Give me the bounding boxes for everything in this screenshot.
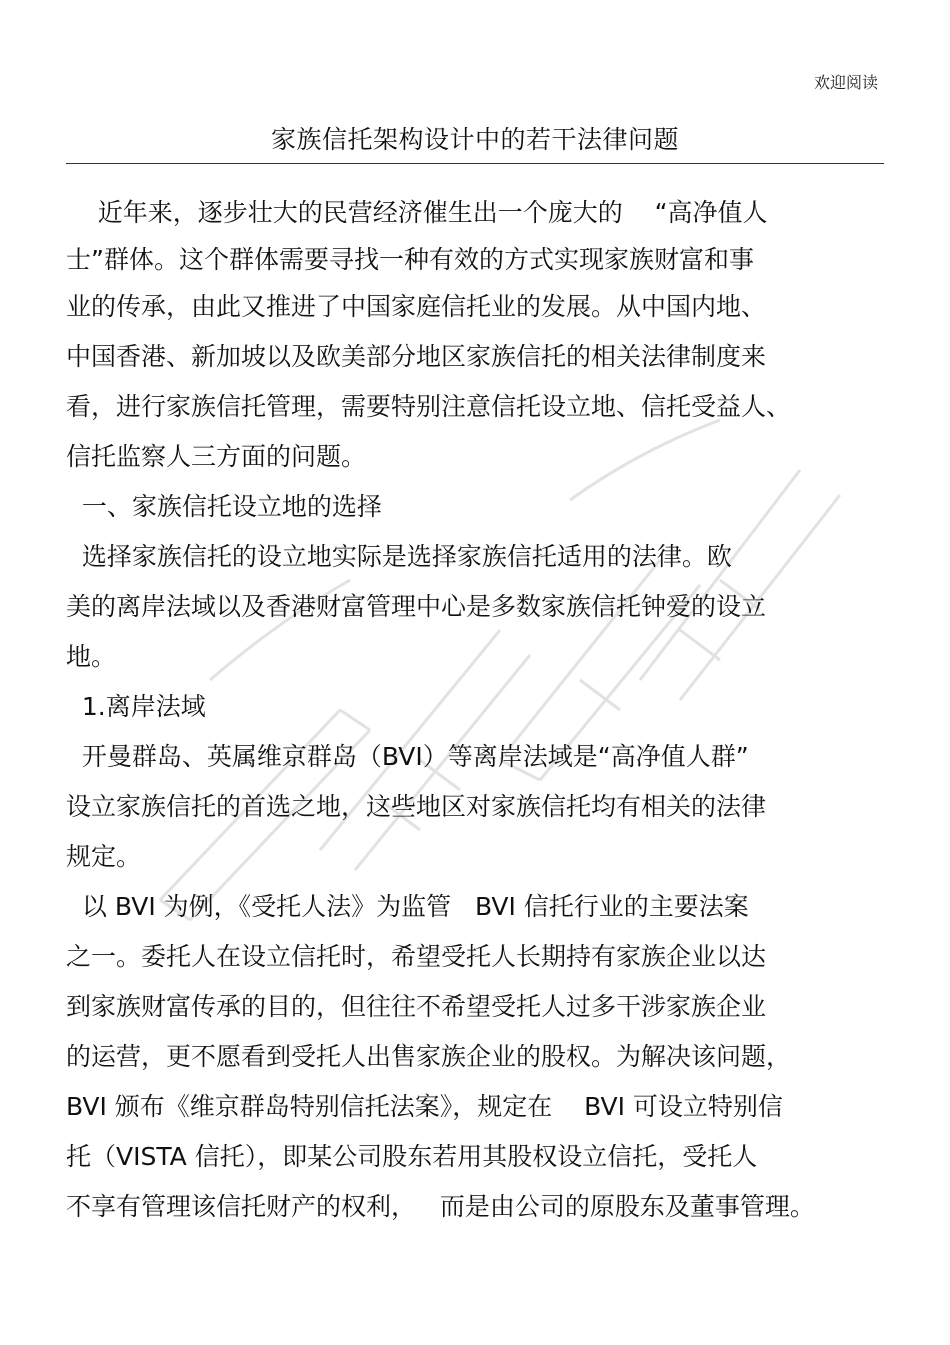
body-line: 中国香港、新加坡以及欧美部分地区家族信托的相关法律制度来 [66,342,767,371]
body-line: 士”群体。这个群体需要寻找一种有效的方式实现家族财富和事 [66,245,754,274]
body-line: 看，进行家族信托管理，需要特别注意信托设立地、信托受益人、 [66,392,792,421]
body-line: 不享有管理该信托财产的权利， 而是由公司的原股东及董事管理。 [66,1192,815,1221]
body-line: 设立家族信托的首选之地，这些地区对家族信托均有相关的法律 [66,792,767,821]
body-line: 业的传承，由此又推进了中国家庭信托业的发展。从中国内地、 [66,292,767,321]
document-title: 家族信托架构设计中的若干法律问题 [270,125,679,154]
body-line: 美的离岸法域以及香港财富管理中心是多数家族信托钟爱的设立 [66,592,767,621]
header-note: 欢迎阅读 [813,73,878,92]
body-line: 的运营，更不愿看到受托人出售家族企业的股权。为解决该问题， [66,1042,792,1071]
body-line: BVI 颁布《维京群岛特别信托法案》，规定在 BVI 可设立特别信 [66,1092,783,1121]
subsection-heading: 1.离岸法域 [66,692,206,721]
title-divider [66,163,884,164]
section-heading: 一、家族信托设立地的选择 [66,492,382,521]
body-line: 地。 [66,642,117,671]
body-line: 近年来，逐步壮大的民营经济催生出一个庞大的 “高净值人 [66,198,768,227]
body-line: 到家族财富传承的目的，但往往不希望受托人过多干涉家族企业 [66,992,767,1021]
body-line: 之一。委托人在设立信托时，希望受托人长期持有家族企业以达 [66,942,767,971]
body-line: 信托监察人三方面的问题。 [66,442,367,471]
body-line: 规定。 [66,842,142,871]
body-line: 托（VISTA 信托），即某公司股东若用其股权设立信托，受托人 [66,1142,758,1171]
body-line: 以 BVI 为例，《受托人法》为监管 BVI 信托行业的主要法案 [66,892,749,921]
body-line: 选择家族信托的设立地实际是选择家族信托适用的法律。欧 [66,542,732,571]
body-line: 开曼群岛、英属维京群岛（BVI）等离岸法域是“高净值人群” [66,742,749,771]
